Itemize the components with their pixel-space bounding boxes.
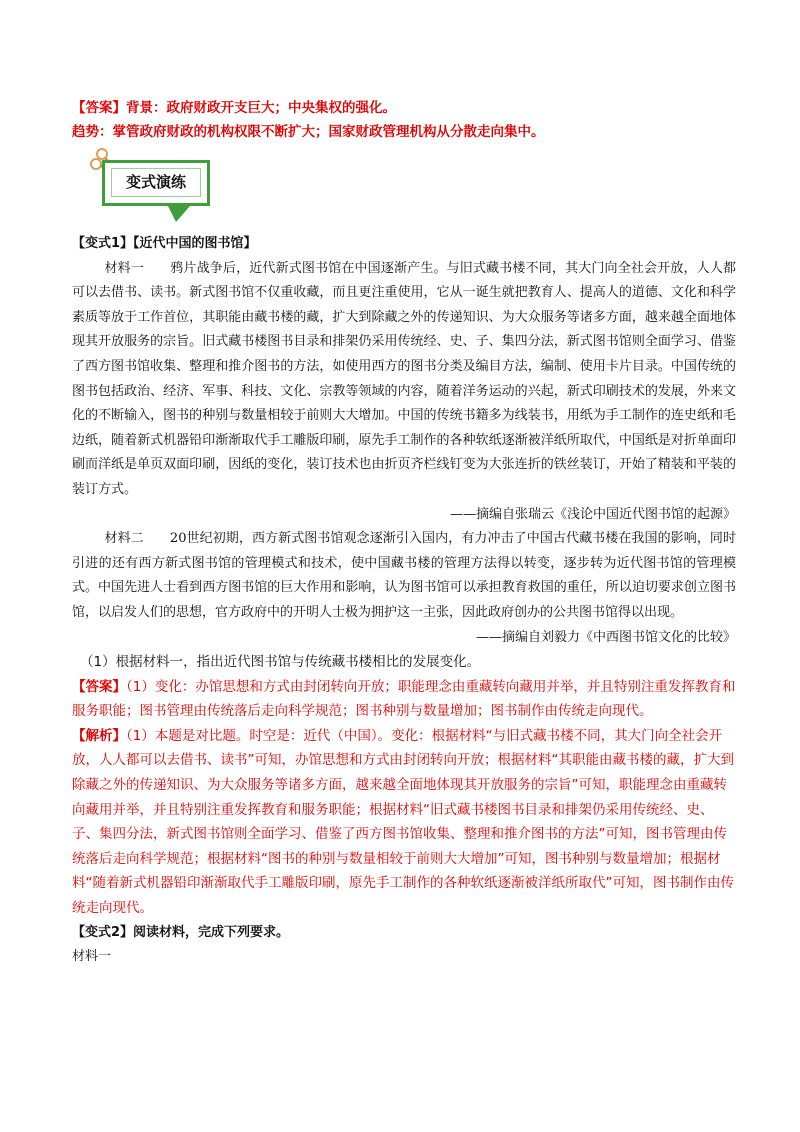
variant2-material-label: 材料一 (72, 949, 112, 965)
variant2-heading: 【变式2】阅读材料，完成下列要求。 (72, 924, 290, 940)
answer-text: （1）变化：办馆思想和方式由封闭转向开放；职能理念由重藏转向藏用并举，并且特别注重发挥教育和服务职能；图书管理由传统落后走向科学规范；图书种别与数量增加；图书制作由传统走向现代。 (72, 678, 736, 720)
answer-tag: 【答案】 (72, 678, 126, 695)
question-1: （1）根据材料一，指出近代图书馆与传统藏书楼相比的发展变化。 (80, 654, 481, 671)
answer-background-line: 【答案】背景：政府财政开支巨大；中央集权的强化。 (72, 100, 396, 116)
answer-block (72, 675, 736, 724)
answer-trend-line: 趋势：掌管政府财政的机构权限不断扩大；国家财政管理机构从分散走向集中。 (72, 124, 545, 140)
material1-source: ——摘编自张瑞云《浅论中国近代图书馆的起源》 (449, 506, 736, 522)
previous-answer-block (72, 96, 752, 144)
analysis-block (72, 724, 736, 921)
main-content (72, 232, 736, 970)
material2-paragraph: 材料二 20世纪初期，西方新式图书馆观念逐渐引入国内，有力冲击了中国古代藏书楼在我国的影响，同时引进的还有西方新式图书馆的管理模式和技术，使中国藏书楼的管理方法得以转变，逐步转为近代图书馆的管理模式。中国先进人士看到西方图书馆的巨大作用和影响，认为图书馆可以承担教育救国的重任，所以迫切要求创立图书馆，以启发人们的思想，官方政府中的开明人士极为拥护这一主张，因此政府创办的公共图书馆得以出现。 (72, 531, 736, 620)
analysis-text: （1）本题是对比题。时空是：近代（中国）。变化：根据材料“与旧式藏书楼不同，其大门向全社会开放，人人都可以去借书、读书”可知，办馆思想和方式由封闭转向开放；根据材料“其职能由藏书楼的藏，扩大到除藏之外的传递知识、为大众服务等诸多方面，越来越全面地体现其开放服务的宗旨”可知，职能理念由重藏转向藏用并举，并且特别注重发挥教育和服务职能；根据材料“旧式藏书楼图书目录和排架仍采用传统经、史、子、集四分法，新式图书馆则全面学习、借鉴了西方图书馆收集、整理和推介图书的方法”可知，图书管理由传统落后走向科学规范；根据材料“图书的种别与数量相较于前则大大增加”可知，图书种别与数量增加；根据材料“随着新式机器铅印渐渐取代手工雕版印刷，原先手工制作的各种软纸逐渐被洋纸所取代”可知，图书制作由传统走向现代。 (72, 727, 734, 917)
variant1-heading: 【变式1】【近代中国的图书馆】 (72, 236, 257, 251)
section-badge (90, 146, 220, 226)
section-badge-label: 变式演练 (125, 173, 186, 191)
material2-source: ——摘编自刘毅力《中西图书馆文化的比较》 (475, 629, 736, 645)
analysis-tag: 【解析】 (72, 727, 126, 744)
material1-paragraph: 材料一 鸦片战争后，近代新式图书馆在中国逐渐产生。与旧式藏书楼不同，其大门向全社会开放，人人都可以去借书、读书。新式图书馆不仅重收藏，而且更注重使用，它从一诞生就把教育人、提高人的道德、文化和科学素质等放于工作首位，其职能由藏书楼的藏，扩大到除藏之外的传递知识、为大众服务等诸多方面，越来越全面地体现其开放服务的宗旨。旧式藏书楼图书目录和排架仍采用传统经、史、子、集四分法，新式图书馆则全面学习、借鉴了西方图书馆收集、整理和推介图书的方法，如使用西方的图书分类及编目方法，编制、使用卡片目录。中国传统的图书包括政治、经济、军事、科技、文化、宗教等领域的内容，随着洋务运动的兴起，新式印刷技术的发展，外来文化的不断输入，图书的种别与数量相较于前则大大增加。中国的传统书籍多为线装书，用纸为手工制作的连史纸和毛边纸，随着新式机器铅印渐渐取代手工雕版印刷，原先手工制作的各种软纸逐渐被洋纸所取代，中国纸是对折单面印刷而洋纸是单页双面印刷，因纸的变化，装订技术也由折页齐栏线钉变为大张连折的铁丝装订，开始了精装和平装的装订方式。 (72, 260, 736, 497)
